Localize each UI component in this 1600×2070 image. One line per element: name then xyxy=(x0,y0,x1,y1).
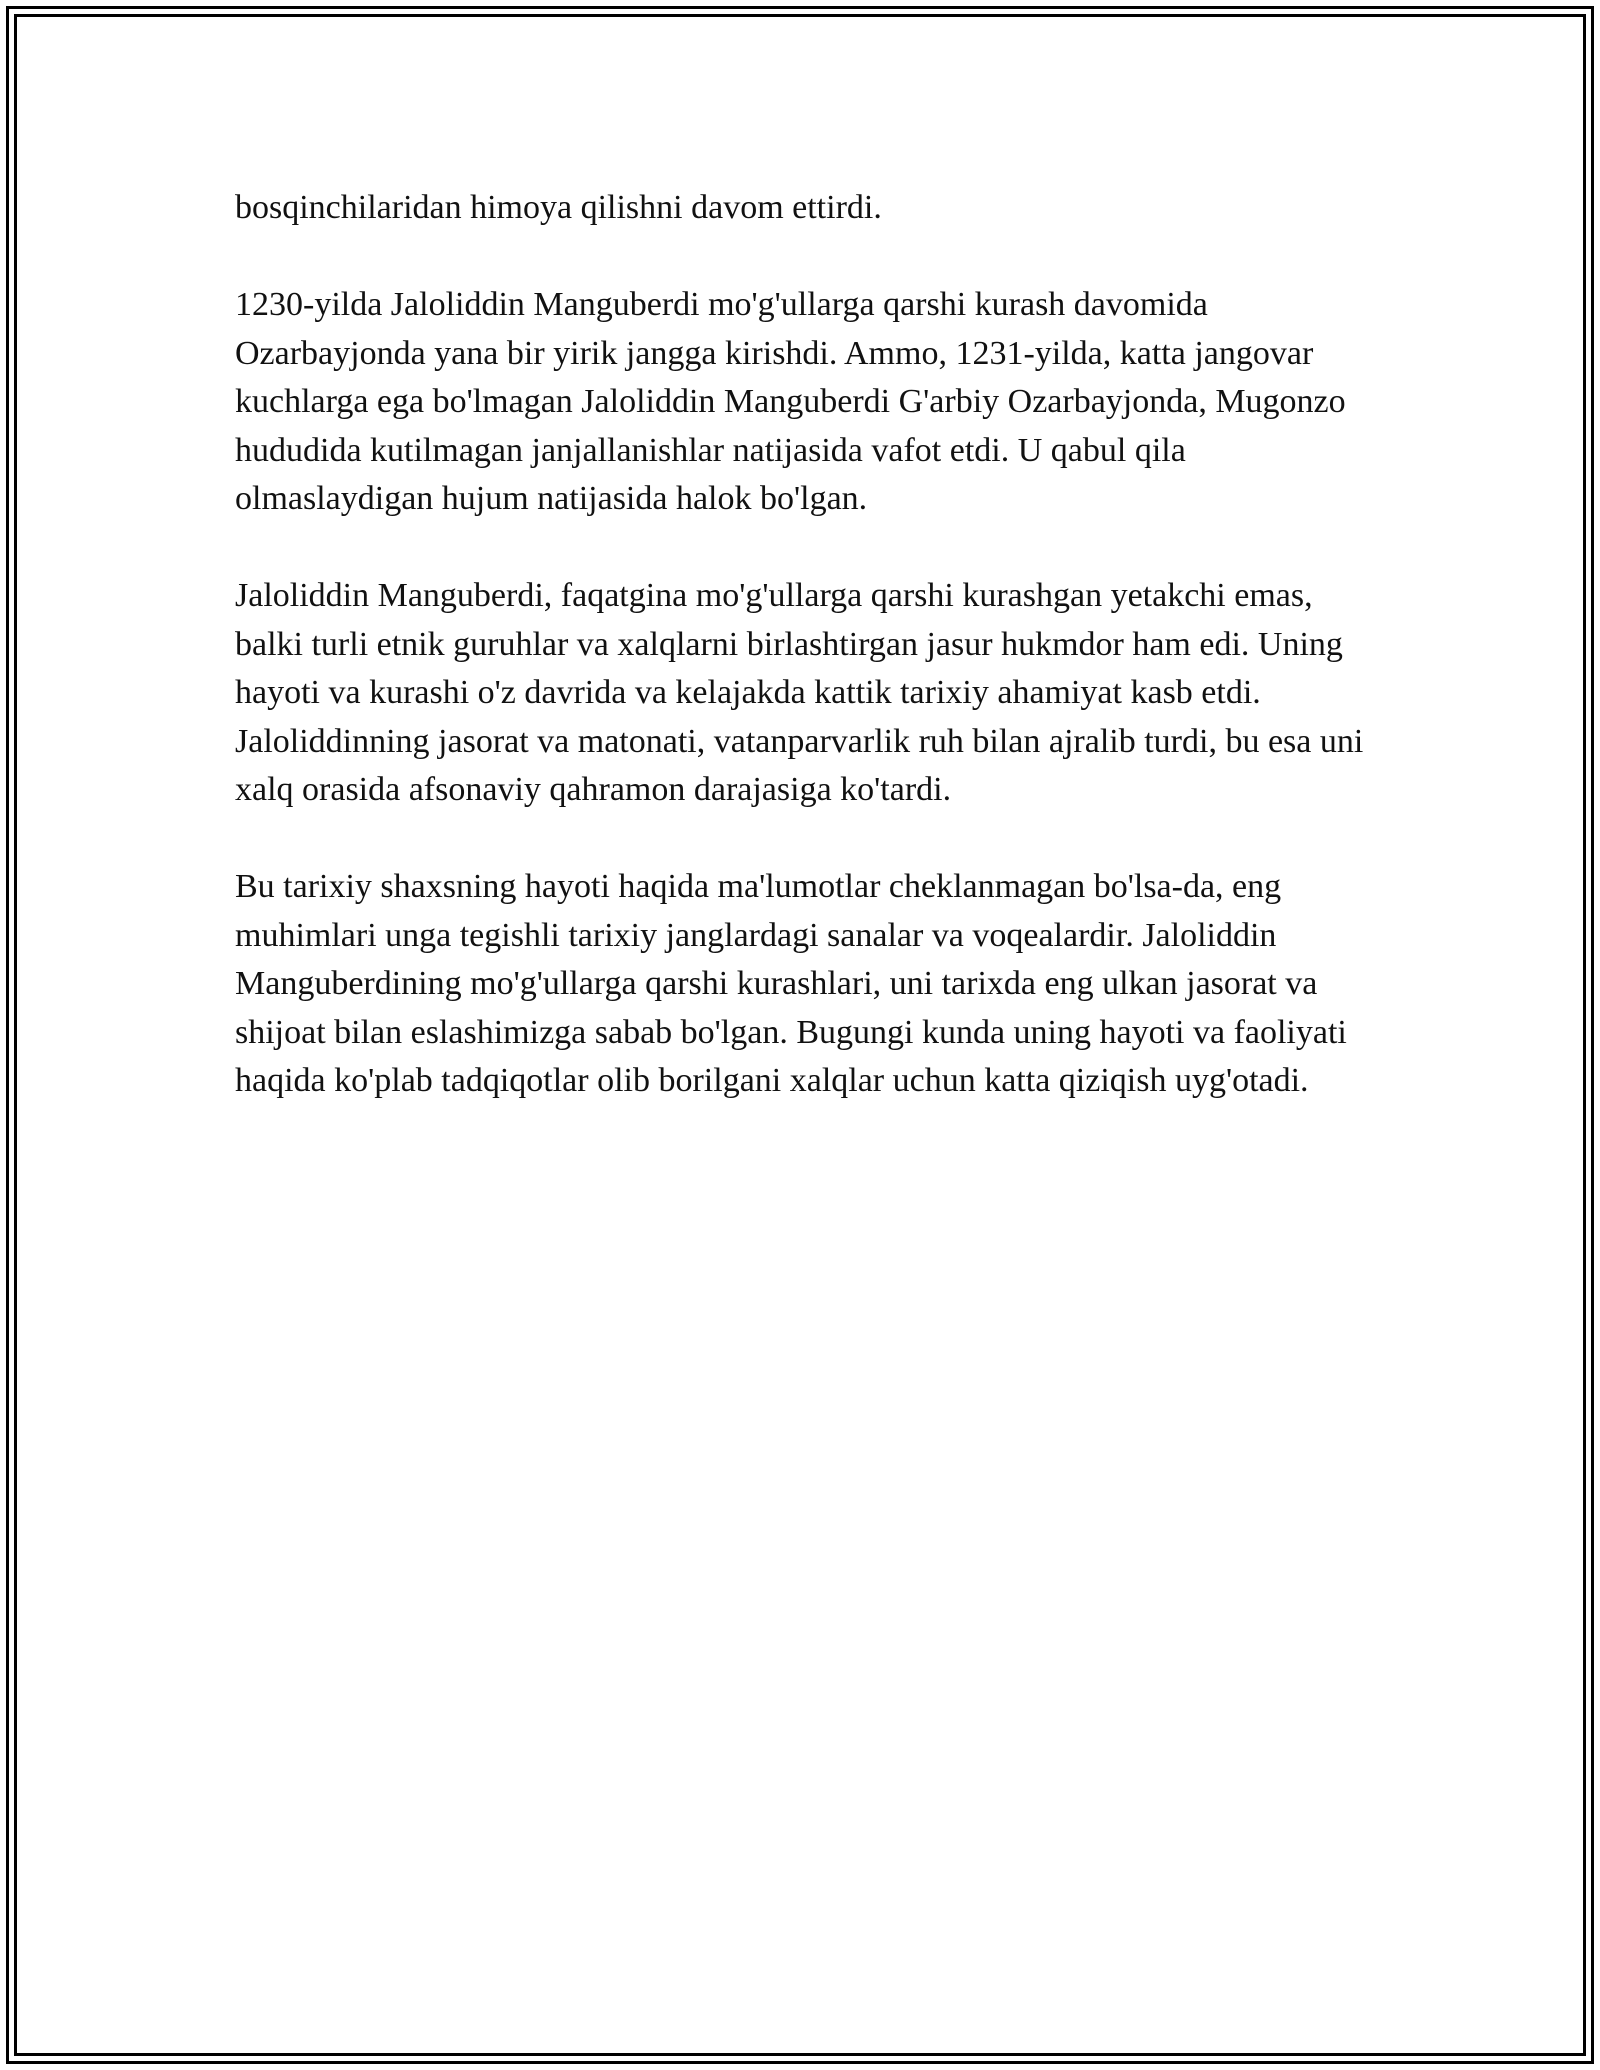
document-body xyxy=(235,184,1375,1154)
paragraph-continuation: bosqinchilaridan himoya qilishni davom ettirdi. xyxy=(235,189,882,226)
paragraph-historical-interest: Bu tarixiy shaxsning hayoti haqida ma'lumotlar cheklanmagan bo'lsa-da, eng muhimlari unga tegishli tarixiy janglardagi sanalar va voqealardir. Jaloliddin Manguberdining mo'g'ullarga qarshi kurashlari, uni tarixda eng ulkan jasorat va shijoat bilan eslashimizga sabab bo'lgan. Bugungi kunda uning hayoti va faoliyati haqida ko'plab tadqiqotlar olib borilgani xalqlar uchun katta qiziqish uyg'otadi. xyxy=(235,868,1347,1099)
paragraph-legacy: Jaloliddin Manguberdi, faqatgina mo'g'ullarga qarshi kurashgan yetakchi emas, balki turli etnik guruhlar va xalqlarni birlashtirgan jasur hukmdor ham edi. Uning hayoti va kurashi o'z davrida va kelajakda kattik tarixiy ahamiyat kasb etdi. Jaloliddinning jasorat va matonati, vatanparvarlik ruh bilan ajralib turdi, bu esa uni xalq orasida afsonaviy qahramon darajasiga ko'tardi. xyxy=(235,577,1364,808)
paragraph-1230-battle: 1230-yilda Jaloliddin Manguberdi mo'g'ullarga qarshi kurash davomida Ozarbayjonda yana bir yirik jangga kirishdi. Ammo, 1231-yilda, katta jangovar kuchlarga ega bo'lmagan Jaloliddin Manguberdi G'arbiy Ozarbayjonda, Mugonzo hududida kutilmagan janjallanishlar natijasida vafot etdi. U qabul qila olmaslaydigan hujum natijasida halok bo'lgan. xyxy=(235,286,1346,517)
